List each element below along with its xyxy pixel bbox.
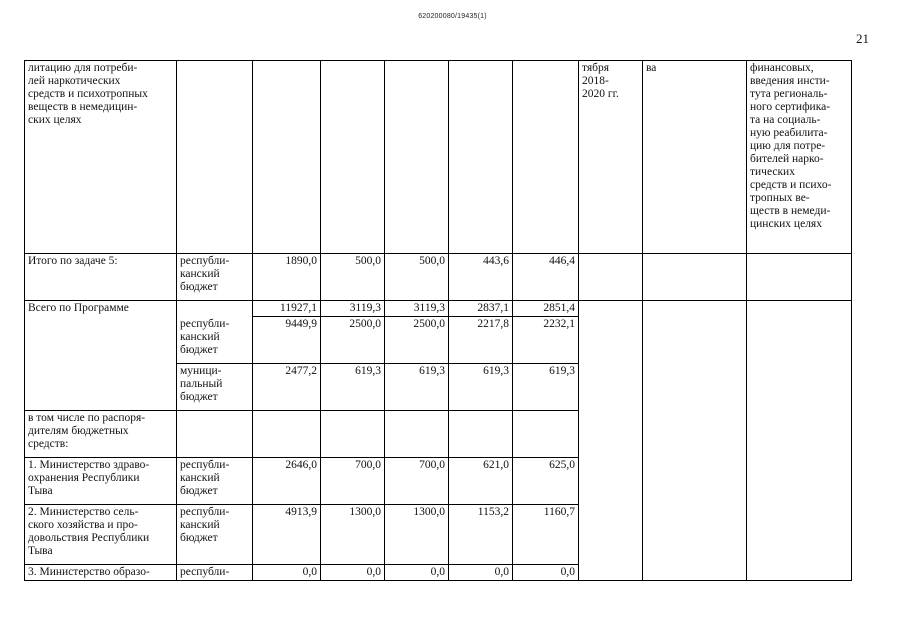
- row-label: Всего по Программе: [25, 301, 177, 411]
- value-2020: 625,0: [513, 458, 579, 505]
- value-2017: 3119,3: [321, 301, 385, 317]
- value-cell: [321, 411, 385, 458]
- source-cell: республи- канский бюджет: [177, 317, 253, 364]
- value-cell: [253, 411, 321, 458]
- source-cell: республи-: [177, 565, 253, 581]
- term-cell: [579, 254, 643, 301]
- source-cell: республи- канский бюджет: [177, 505, 253, 565]
- value-total: 0,0: [253, 565, 321, 581]
- event-cell: литацию для потреби- лей наркотических средств и психотропных веществ в немедицин- ских целях: [25, 61, 177, 254]
- term-cell: [579, 301, 643, 581]
- page-number: 21: [856, 31, 869, 46]
- source-cell: республи- канский бюджет: [177, 458, 253, 505]
- program-funding-table: [24, 60, 852, 581]
- executor-cell: [643, 254, 747, 301]
- value-2019: 443,6: [449, 254, 513, 301]
- source-cell: [177, 61, 253, 254]
- value-total: 2646,0: [253, 458, 321, 505]
- value-2018: 619,3: [385, 364, 449, 411]
- table-row: [25, 301, 852, 317]
- value-2017: 1300,0: [321, 505, 385, 565]
- value-2019: 0,0: [449, 565, 513, 581]
- row-label: 2. Министерство сель- ского хозяйства и про- довольствия Республики Тыва: [25, 505, 177, 565]
- value-2019: 2837,1: [449, 301, 513, 317]
- value-cell: [253, 61, 321, 254]
- result-cell: [747, 301, 852, 581]
- value-2020: 1160,7: [513, 505, 579, 565]
- value-2020: 0,0: [513, 565, 579, 581]
- value-cell: [449, 411, 513, 458]
- value-2019: 2217,8: [449, 317, 513, 364]
- value-cell: [321, 61, 385, 254]
- value-2017: 700,0: [321, 458, 385, 505]
- result-cell: финансовых, введения инсти- тута региональ- ного сертифика- та на социаль- ную реабилита- цию для потре- бителей нарко- тических средств и психо- тропных ве- ществ в немеди- цинских целях: [747, 61, 852, 254]
- executor-cell: [643, 301, 747, 581]
- value-total: 2477,2: [253, 364, 321, 411]
- value-2018: 2500,0: [385, 317, 449, 364]
- source-cell: республи- канский бюджет: [177, 254, 253, 301]
- value-cell: [385, 411, 449, 458]
- value-2018: 0,0: [385, 565, 449, 581]
- source-cell: муници- пальный бюджет: [177, 364, 253, 411]
- value-2019: 621,0: [449, 458, 513, 505]
- value-2020: 2232,1: [513, 317, 579, 364]
- value-2020: 2851,4: [513, 301, 579, 317]
- value-2020: 446,4: [513, 254, 579, 301]
- value-2019: 619,3: [449, 364, 513, 411]
- value-cell: [513, 61, 579, 254]
- value-2018: 700,0: [385, 458, 449, 505]
- value-total: 4913,9: [253, 505, 321, 565]
- value-2018: 500,0: [385, 254, 449, 301]
- value-2018: 3119,3: [385, 301, 449, 317]
- value-2020: 619,3: [513, 364, 579, 411]
- source-cell: [177, 411, 253, 458]
- document-id: 620200080/19435(1): [418, 13, 487, 20]
- value-2019: 1153,2: [449, 505, 513, 565]
- value-total: 11927,1: [253, 301, 321, 317]
- row-label: 3. Министерство образо-: [25, 565, 177, 581]
- value-cell: [513, 411, 579, 458]
- value-cell: [385, 61, 449, 254]
- value-total: 9449,9: [253, 317, 321, 364]
- value-cell: [449, 61, 513, 254]
- value-total: 1890,0: [253, 254, 321, 301]
- table-row: [25, 61, 852, 254]
- row-label: в том числе по распоря- дителям бюджетных средств:: [25, 411, 177, 458]
- result-cell: [747, 254, 852, 301]
- source-cell: [177, 301, 253, 317]
- value-2018: 1300,0: [385, 505, 449, 565]
- value-2017: 0,0: [321, 565, 385, 581]
- executor-cell: ва: [643, 61, 747, 254]
- value-2017: 2500,0: [321, 317, 385, 364]
- value-2017: 619,3: [321, 364, 385, 411]
- value-2017: 500,0: [321, 254, 385, 301]
- term-cell: тября 2018- 2020 гг.: [579, 61, 643, 254]
- table-row: [25, 254, 852, 301]
- row-label: Итого по задаче 5:: [25, 254, 177, 301]
- row-label: 1. Министерство здраво- охранения Республики Тыва: [25, 458, 177, 505]
